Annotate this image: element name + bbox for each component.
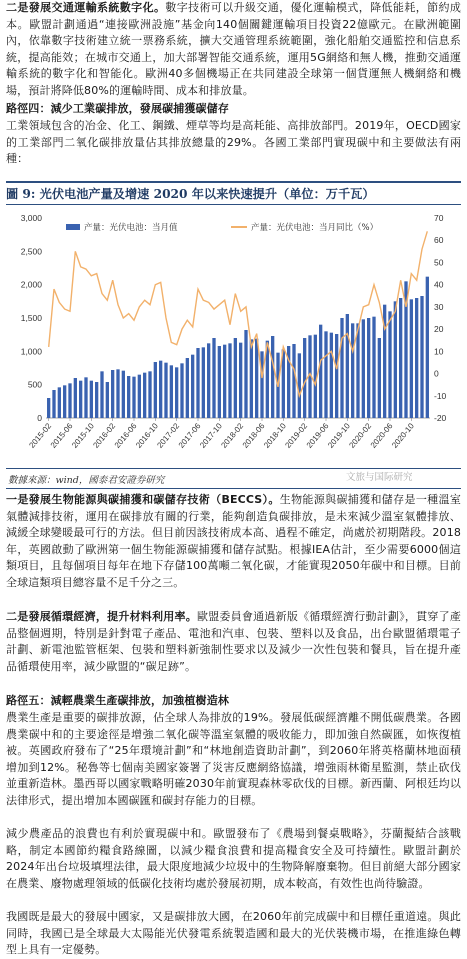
bar [100, 371, 103, 418]
bar [388, 311, 391, 418]
bar [63, 385, 66, 418]
right-axis-tick-label: 10 [434, 346, 444, 357]
bar [95, 382, 98, 418]
bar [132, 377, 135, 418]
bar [346, 314, 349, 418]
paragraph-industry [0, 118, 467, 168]
paragraph-transport [0, 0, 467, 100]
bar [175, 367, 178, 418]
left-axis-tick-label: 1,500 [20, 313, 42, 323]
bar [122, 371, 125, 418]
bar [356, 323, 359, 418]
bar [116, 369, 119, 418]
figure-source: 數據來源：wind，國泰君安證券研究 [8, 475, 165, 486]
x-axis-tick-label: 2018-10 [262, 421, 288, 450]
series-line-yoy [49, 231, 428, 395]
x-axis-tick-label: 2015-06 [48, 421, 75, 450]
figure-end-rule [6, 488, 461, 489]
paragraph-circular-economy [0, 609, 467, 675]
paragraph-lead: 二是發展循環經濟，提升材料利用率。 [6, 610, 197, 623]
bar [106, 382, 109, 418]
x-axis-tick-label: 2017-10 [198, 421, 224, 450]
heading-text: 路徑四：減少工業碳排放，發展碳捕獲碳儲存 [6, 102, 229, 115]
x-axis-tick-label: 2018-06 [240, 421, 267, 450]
paragraph-lead: 二是發展交通運輸系統數字化。 [6, 1, 166, 14]
bar [367, 318, 370, 418]
x-axis-tick-label: 2018-02 [219, 421, 246, 450]
bar [415, 298, 418, 418]
bar [84, 377, 87, 418]
right-axis-tick-label: 30 [434, 301, 444, 312]
left-axis-tick-label: 2,500 [20, 246, 42, 257]
bar [79, 381, 82, 418]
bar [244, 330, 247, 418]
bar [180, 363, 183, 418]
bar [298, 353, 301, 418]
bar [164, 363, 167, 418]
x-axis-tick-label: 2019-10 [326, 421, 352, 450]
bar [250, 339, 253, 418]
bar [207, 343, 210, 418]
x-axis-tick-label: 2015-02 [27, 421, 54, 450]
left-axis-tick-label: 1,000 [20, 346, 42, 357]
right-axis-tick-label: -20 [434, 413, 447, 423]
bar [410, 299, 413, 418]
bar [303, 338, 306, 418]
bar [196, 348, 199, 418]
bar [319, 325, 322, 418]
right-axis-tick-label: -10 [434, 390, 447, 401]
right-axis-tick-label: 20 [434, 324, 444, 335]
figure-title: 圖 9: 光伏电池产量及增速 2020 年以来快速提升（单位：万千瓦） [6, 187, 375, 201]
paragraph-china [0, 909, 467, 959]
figure-title-rule [6, 204, 461, 205]
heading-text: 路徑五：減輕農業生產碳排放，加強植樹造林 [6, 694, 229, 707]
paragraph-lead: 一是發展生物能源與碳捕獲和碳儲存技術（BECCS）。 [6, 493, 280, 506]
bar [394, 301, 397, 418]
paragraph-agriculture [0, 710, 467, 810]
bar [271, 336, 274, 418]
bar [212, 338, 215, 418]
left-axis-tick-label: 0 [37, 413, 42, 423]
section-heading-path4 [0, 101, 467, 118]
left-axis-tick-label: 3,000 [20, 213, 42, 223]
paragraph-text: 我國既是最大的發展中國家，又是碳排放大國，在2060年前完成碳中和目標任重道遠。與此同時，我國已是全球最大太陽能光伏發電系統製造國和最大的光伏裝機市場，在推進綠色轉型上具有一定優勢。 [6, 910, 461, 957]
bar [362, 319, 365, 418]
x-axis-tick-label: 2019-06 [304, 421, 331, 450]
bar [154, 362, 157, 418]
watermark-text: 文旅与国际研究 [346, 472, 413, 483]
bar [138, 375, 141, 418]
bar [143, 373, 146, 418]
x-axis-tick-label: 2016-06 [112, 421, 139, 450]
bar [202, 347, 205, 418]
x-axis-tick-label: 2020-06 [368, 421, 395, 450]
legend-label-bar: 产量：光伏电池：当月值 [84, 223, 178, 233]
bar [399, 298, 402, 418]
left-axis-tick-label: 2,000 [20, 279, 42, 290]
bar [340, 318, 343, 418]
bar [239, 343, 242, 418]
bar [58, 387, 61, 418]
bar [170, 365, 173, 418]
bar [191, 355, 194, 418]
bar [372, 317, 375, 418]
bar [159, 361, 162, 418]
bar [74, 378, 77, 418]
section-heading-path5 [0, 693, 467, 710]
bar [148, 371, 151, 418]
x-axis-tick-label: 2015-10 [70, 421, 96, 450]
paragraph-text: 工業領域包含的冶金、化工、鋼鐵、煙草等均是高耗能、高排放部門。2019年，OECD國家的工業部門二氧化碳排放量佔其排放總量的29%。各國工業部門實現碳中和主要做法有兩種： [6, 119, 461, 166]
bar [378, 338, 381, 418]
right-axis-tick-label: 60 [434, 235, 444, 246]
bar [426, 277, 429, 418]
paragraph-text: 農業生產是重要的碳排放源，佔全球人為排放的19%。發展低碳經濟離不開低碳農業。各國農業碳中和的主要途徑是增強二氧化碳等溫室氣體的吸收能力，即加強自然碳匯，如恢復植被。英國政府發布了“25年環境計劃”和“林地創造資助計劃”，到2060年將英格蘭林地面積增加到12%。秘魯等七個南美國家簽署了災害反應網絡協議，增強雨林衛星監測，禁止砍伐並重新造林。墨西哥以國家戰略明確2030年前實現森林零砍伐的目標。新西蘭、阿根廷均以法律形式，提出增加本國碳匯和碳封存能力的目標。 [6, 711, 461, 807]
left-axis-tick-label: 500 [27, 379, 42, 390]
right-axis-tick-label: 40 [434, 279, 444, 290]
x-axis-tick-label: 2016-02 [91, 421, 118, 450]
bar [330, 333, 333, 418]
bar [90, 381, 93, 418]
legend-swatch-bar [66, 224, 80, 230]
paragraph-food-waste [0, 826, 467, 892]
bar [292, 344, 295, 418]
bar [260, 351, 263, 418]
x-axis-tick-label: 2019-02 [283, 421, 310, 450]
x-axis-tick-label: 2020-10 [390, 421, 416, 450]
paragraph-beccs [0, 492, 467, 592]
bar [255, 339, 258, 418]
bar [52, 390, 55, 418]
paragraph-text: 生物能源與碳捕獲和儲存是一種溫室氣體減排技術，運用在碳排放有關的行業，能夠創造負碳排放，是未來減少溫室氣體排放、減緩全球變暖最可行的方法。但目前因該技術成本高、過程不確定，尚處於初期階段。2018年，英國啟動了歐洲第一個生物能源碳捕獲和儲存試點。根據IEA估計，至少需要6000個這類項目，且每個項目每年在地下存儲100萬噸二氧化碳，才能實現2050年碳中和目標。目前全球這類項目總容量不足千分之三。 [6, 493, 461, 589]
x-axis-tick-label: 2017-06 [176, 421, 203, 450]
paragraph-text: 數字技術可以升級交通，優化運輸模式，降低能耗，節約成本。歐盟計劃通過“連接歐洲設施”基金向140個關鍵運輸項目投資22億歐元。在歐洲範圍內，依靠數字技術建立統一票務系統，擴大交通管理系統範圍，強化船舶交通監控和信息系統，提高能效；在城市交通上，加大部署智能交通系統，運用5G網絡和無人機，推動交通運輸系統的數字化和智能化。歐洲40多個機場正在共同建設全球第一個貨運無人機網絡和機場，預計將降低80%的運輸時間、成本和排放量。 [6, 1, 461, 97]
bar [47, 398, 50, 418]
bar [420, 296, 423, 418]
right-axis-tick-label: 0 [434, 368, 439, 379]
legend-label-line: 产量：光伏电池：当月同比（%） [251, 223, 379, 233]
bar [68, 383, 71, 418]
bar [127, 376, 130, 418]
x-axis-tick-label: 2020-02 [347, 421, 374, 450]
bar [228, 343, 231, 418]
bar [111, 370, 114, 418]
x-axis-tick-label: 2016-10 [134, 421, 160, 450]
bar [234, 338, 237, 418]
right-axis-tick-label: 50 [434, 257, 444, 268]
x-axis-tick-label: 2017-02 [155, 421, 182, 450]
paragraph-text: 歐盟委員會通過新版《循環經濟行動計劃》，貫穿了產品整個週期，特別是針對電子產品、電池和汽車、包裝、塑料以及食品，出台歐盟循環電子計劃、新電池監管框架、包裝和塑料新強制性要求以及減少一次性包裝和餐具，旨在提升產品循環使用率，減少歐盟的“碳足跡”。 [6, 610, 461, 673]
bar [186, 358, 189, 418]
paragraph-text: 減少農產品的浪費也有利於實現碳中和。歐盟發布了《農場到餐桌戰略》，芬蘭擬結合該戰略，制定本國節約糧食路線圖，以減少糧食浪費和提高糧食安全及可持續性。歐盟計劃於2024年出台垃圾填埋法律，最大限度地減少垃圾中的生物降解廢棄物。但目前絕大部分國家在農業、廢物處理領域的低碳化技術均處於發展初期，成本較高，有效性也尚待驗證。 [6, 827, 461, 890]
pv-production-chart [6, 206, 461, 468]
bar [351, 323, 354, 418]
bar [223, 345, 226, 418]
bar [335, 334, 338, 418]
bar [218, 346, 221, 418]
bar [324, 331, 327, 418]
right-axis-tick-label: 70 [434, 213, 444, 223]
figure-top-rule [6, 181, 461, 183]
